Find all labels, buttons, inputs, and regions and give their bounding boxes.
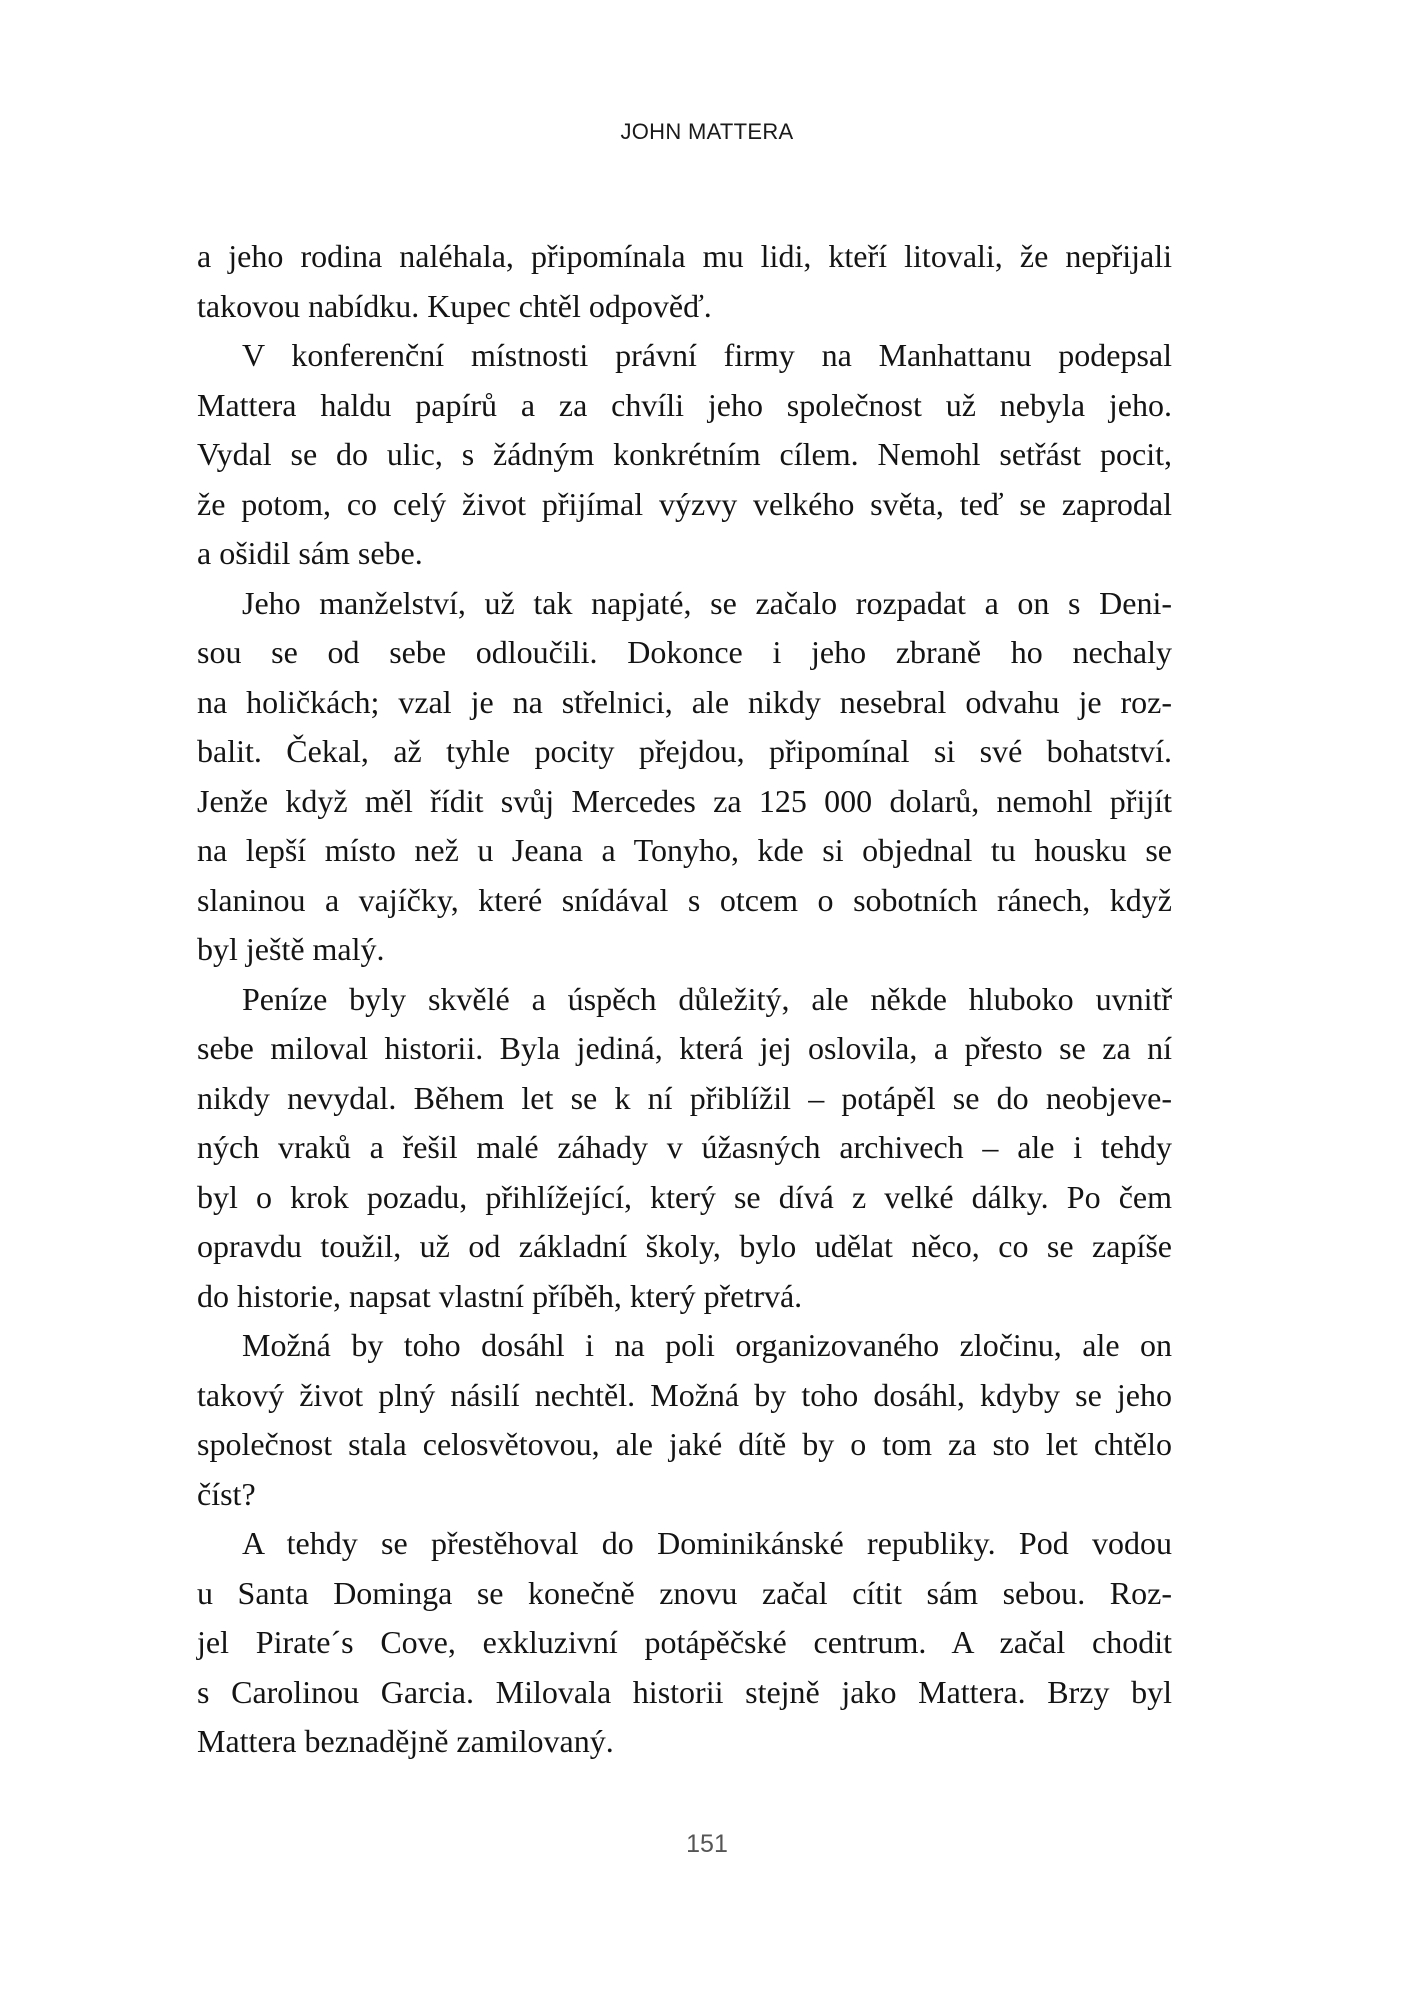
text-line: A tehdy se přestěhoval do Dominikánské republiky. Pod vodou: [242, 1525, 1172, 1561]
text-line: takový život plný násilí nechtěl. Možná by toho dosáhl, kdyby se jeho: [197, 1376, 1172, 1413]
page-number: 151: [686, 1830, 728, 1858]
text-line: číst?: [197, 1475, 256, 1512]
text-line: opravdu toužil, už od základní školy, bylo udělat něco, co se zapíše: [197, 1228, 1172, 1264]
text-line: byl ještě malý.: [197, 931, 385, 967]
text-line: Mattera haldu papírů a za chvíli jeho společnost už nebyla jeho.: [197, 386, 1172, 423]
text-line: na holičkách; vzal je na střelnici, ale nikdy nesebral odvahu je roz-: [197, 683, 1172, 720]
text-line: slaninou a vajíčky, které snídával s otcem o sobotních ránech, když: [197, 881, 1172, 918]
text-line: sou se od sebe odloučili. Dokonce i jeho zbraně ho nechaly: [197, 634, 1172, 670]
text-line: balit. Čekal, až tyhle pocity přejdou, připomínal si své bohatství.: [197, 733, 1172, 769]
text-line: sebe miloval historii. Byla jediná, která jej oslovila, a přesto se za ní: [197, 1030, 1172, 1066]
paragraph-2: [197, 331, 1172, 579]
text-line: že potom, co celý život přijímal výzvy velkého světa, teď se zaprodal: [197, 485, 1172, 522]
text-line: do historie, napsat vlastní příběh, který přetrvá.: [197, 1277, 803, 1314]
text-line: na lepší místo než u Jeana a Tonyho, kde si objednal tu housku se: [197, 832, 1172, 868]
text-line: takovou nabídku. Kupec chtěl odpověď.: [197, 287, 712, 324]
text-line: s Carolinou Garcia. Milovala historii stejně jako Mattera. Brzy byl: [197, 1673, 1172, 1710]
text-line: a jeho rodina naléhala, připomínala mu lidi, kteří litovali, že nepřijali: [197, 238, 1172, 274]
text-line: byl o krok pozadu, přihlížející, který se dívá z velké dálky. Po čem: [197, 1178, 1172, 1215]
text-line: Možná by toho dosáhl i na poli organizovaného zločinu, ale on: [242, 1327, 1172, 1363]
text-line: Mattera beznadějně zamilovaný.: [197, 1723, 614, 1759]
text-line: Vydal se do ulic, s žádným konkrétním cílem. Nemohl setřást pocit,: [197, 436, 1172, 472]
text-line: V konferenční místnosti právní firmy na Manhattanu podepsal: [242, 337, 1172, 373]
text-line: a ošidil sám sebe.: [197, 535, 423, 571]
text-line: u Santa Dominga se konečně znovu začal cítit sám sebou. Roz-: [197, 1574, 1172, 1611]
text-line: Jenže když měl řídit svůj Mercedes za 125 000 dolarů, nemohl přijít: [197, 782, 1172, 819]
text-line: Jeho manželství, už tak napjaté, se začalo rozpadat a on s Deni-: [242, 584, 1172, 621]
text-line: ných vraků a řešil malé záhady v úžasných archivech – ale i tehdy: [197, 1129, 1172, 1165]
text-line: jel Pirate´s Cove, exkluzivní potápěčské centrum. A začal chodit: [197, 1624, 1172, 1660]
paragraph-4: [197, 975, 1172, 1322]
paragraph-5: [197, 1321, 1172, 1519]
paragraph-6: [197, 1519, 1172, 1767]
paragraph-1: [197, 232, 1172, 331]
body-text: [197, 232, 1172, 1767]
text-line: Peníze byly skvělé a úspěch důležitý, ale někde hluboko uvnitř: [242, 980, 1172, 1017]
running-head: JOHN MATTERA: [620, 119, 794, 144]
paragraph-3: [197, 579, 1172, 975]
text-line: nikdy nevydal. Během let se k ní přiblížil – potápěl se do neobjeve-: [197, 1079, 1172, 1116]
text-line: společnost stala celosvětovou, ale jaké dítě by o tom za sto let chtělo: [197, 1426, 1172, 1462]
